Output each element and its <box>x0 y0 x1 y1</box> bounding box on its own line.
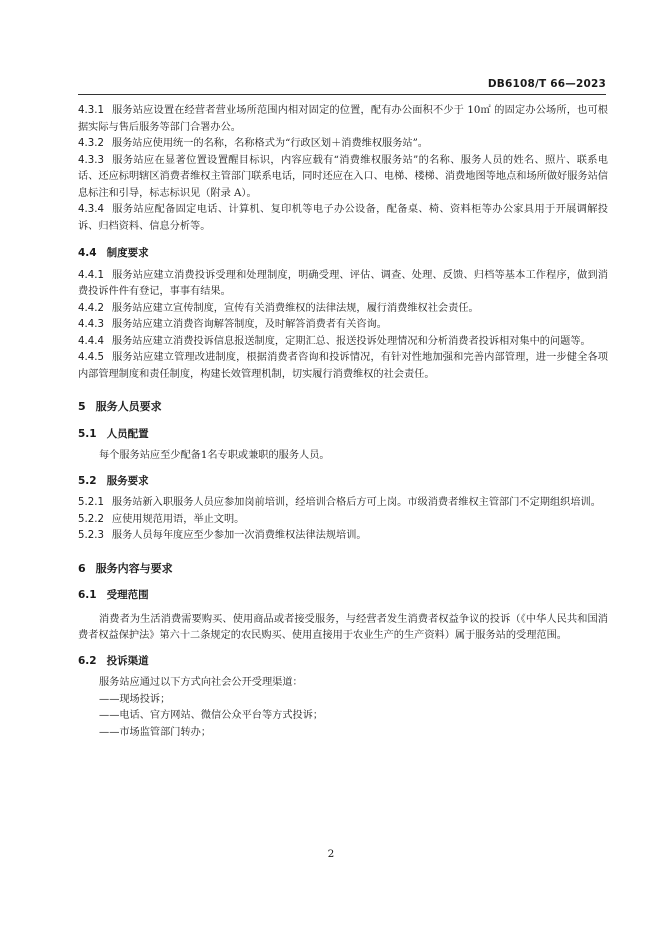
heading-4-4: 4.4 制度要求 <box>78 247 149 259</box>
heading-5-1: 5.1 人员配置 <box>78 427 149 440</box>
standard-code: DB6108/T 66—2023 <box>487 78 606 90</box>
clause-4-3-4: 4.3.4 服务站应配备固定电话、计算机、复印机等电子办公设备，配备桌、椅、资料柜等办公家具用于开展调解投诉、归档资料、信息分析等。 <box>78 204 608 232</box>
heading-6-2: 6.2 投诉渠道 <box>78 654 149 667</box>
channel-item: ——市场监管部门转办； <box>99 726 212 738</box>
clause-5-2-2: 5.2.2 应使用规范用语，举止文明。 <box>78 513 245 525</box>
clause-4-4-4: 4.4.4 服务站应建立消费投诉信息报送制度，定期汇总、报送投诉处理情况和分析消费者投诉相对集中的问题等。 <box>78 335 591 347</box>
clause-4-3-3: 4.3.3 服务站应在显著位置设置醒目标识，内容应载有“消费维权服务站”的名称、服务人员的姓名、照片、联系电话、还应标明辖区消费者维权主管部门联系电话，同时还应在入口、电梯、楼梯、消费地图等地点和场所做好服务站信息标注和引导，标志标识见（附录 A）。 <box>78 154 608 199</box>
clause-4-4-1: 4.4.1 服务站应建立消费投诉受理和处理制度，明确受理、评估、调查、处理、反馈、归档等基本工作程序，做到消费投诉件件有登记，事事有结果。 <box>78 269 608 297</box>
clause-4-4-2: 4.4.2 服务站应建立宣传制度，宣传有关消费维权的法律法规，履行消费维权社会责任。 <box>78 302 479 314</box>
clause-5-2-1: 5.2.1 服务站新入职服务人员应参加岗前培训，经培训合格后方可上岗。市级消费者维权主管部门不定期组织培训。 <box>78 497 601 508</box>
heading-5: 5 服务人员要求 <box>78 400 162 413</box>
header-rule <box>78 94 606 95</box>
document-body <box>78 103 608 741</box>
heading-6-1: 6.1 受理范围 <box>78 589 149 601</box>
clause-4-3-2: 4.3.2 服务站应使用统一的名称，名称格式为“行政区划＋消费维权服务站”。 <box>78 138 428 149</box>
page-number: 2 <box>327 848 335 860</box>
clause-4-4-3: 4.4.3 服务站应建立消费咨询解答制度，及时解答消费者有关咨询。 <box>78 319 387 330</box>
channel-item: ——现场投诉； <box>99 693 171 705</box>
paragraph-6-2-intro: 服务站应通过以下方式向社会公开受理渠道： <box>99 677 303 688</box>
paragraph-5-1: 每个服务站应至少配备1名专职或兼职的服务人员。 <box>99 450 330 461</box>
clause-4-4-5: 4.4.5 服务站应建立管理改进制度，根据消费者咨询和投诉情况，有针对性地加强和完善内部管理，进一步健全各项内部管理制度和责任制度，构建长效管理机制，切实履行消费维权的社会责任。 <box>78 352 608 380</box>
clause-5-2-3: 5.2.3 服务人员每年度应至少参加一次消费维权法律法规培训。 <box>78 530 367 541</box>
clause-4-3-1: 4.3.1 服务站应设置在经营者营业场所范围内相对固定的位置，配有办公面积不少于 10㎡ 的固定办公场所，也可根据实际与售后服务等部门合署办公。 <box>78 105 608 133</box>
heading-5-2: 5.2 服务要求 <box>78 474 149 487</box>
channel-item: ——电话、官方网站、微信公众平台等方式投诉； <box>99 710 324 721</box>
heading-6: 6 服务内容与要求 <box>78 561 173 575</box>
paragraph-6-1: 消费者为生活消费需要购买、使用商品或者接受服务，与经营者发生消费者权益争议的投诉（《中华人民共和国消费者权益保护法》第六十二条规定的农民购买、使用直接用于农业生产的生产资料）属于服务站的受理范围。 <box>78 613 608 641</box>
